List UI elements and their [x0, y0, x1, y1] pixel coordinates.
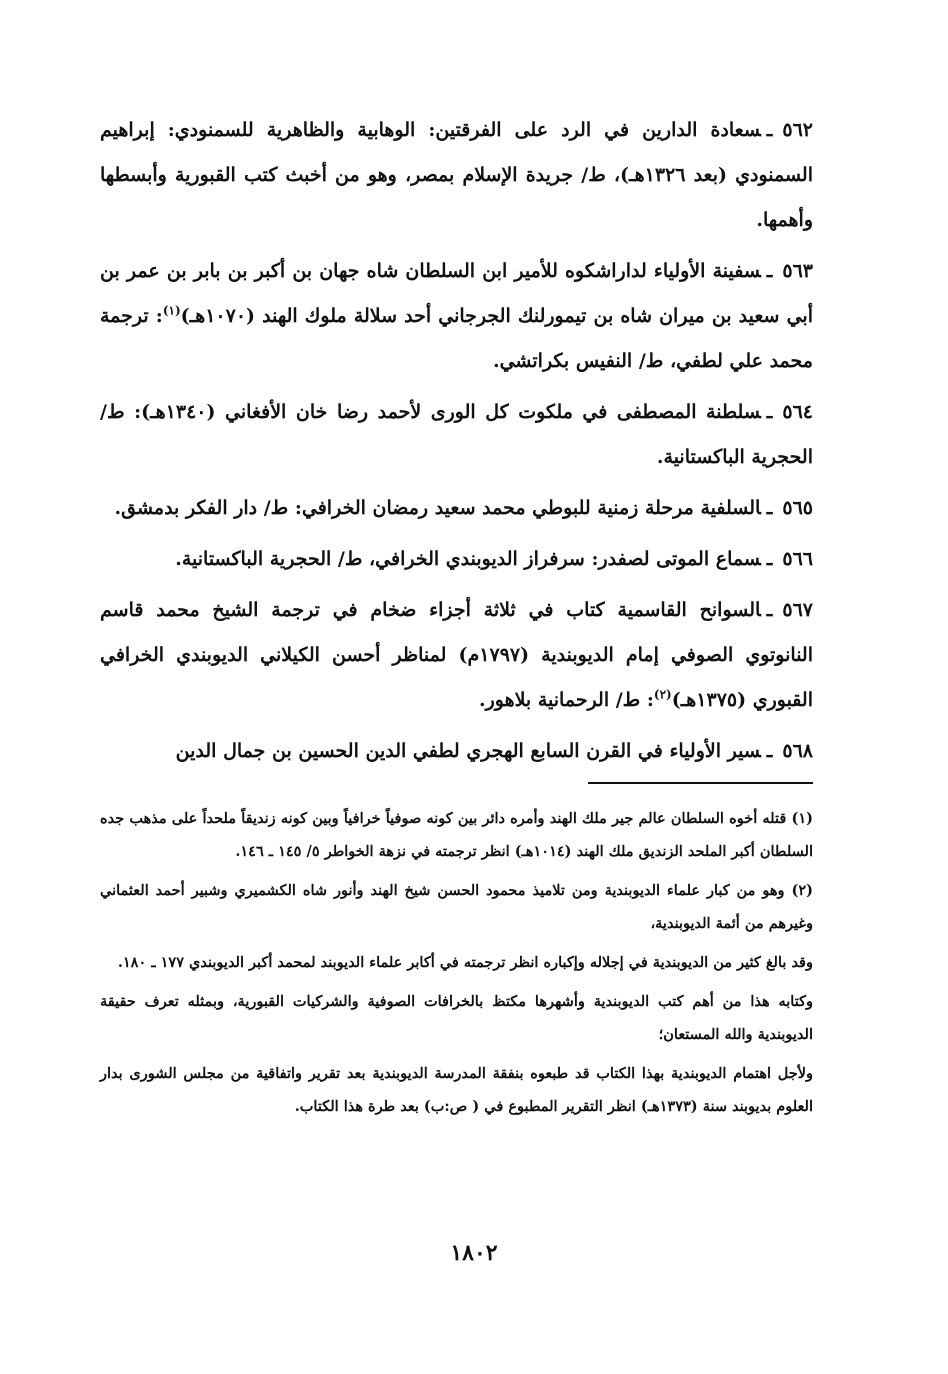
- footnote-2: (٢) وهو من كبار علماء الديوبندية ومن تلاميذ محمود الحسن شيخ الهند وأنور شاه الكشميري وشبير أحمد العثماني وغيرهم من أئمة الديوبندية،: [100, 882, 813, 932]
- entry-564: ٥٦٤ـسلطنة المصطفى في ملكوت كل الورى لأحمد رضا خان الأفغاني (١٣٤٠هـ): ط/ الحجرية الباكستانية.: [100, 401, 813, 468]
- entry-565: ٥٦٥ـالسلفية مرحلة زمنية للبوطي محمد سعيد رمضان الخرافي: ط/ دار الفكر بدمشق.: [114, 497, 813, 519]
- entry-number: ٥٦٦: [782, 548, 813, 570]
- entry-number: ٥٦٧: [782, 599, 813, 621]
- entry-text: السوانح القاسمية كتاب في ثلاثة أجزاء ضخام في ترجمة الشيخ محمد قاسم النانوتوي الصوفي إمام الديوبندية (١٧٩٧م) لمناظر أحسن الكيلاني الديوبندي الخرافي القبوري (١٣٧٥هـ): [100, 599, 813, 711]
- entry-563: ٥٦٣ـسفينة الأولياء لداراشكوه للأمير ابن السلطان شاه جهان بن أكبر بن بابر بن عمر بن أبي سعيد بن ميران شاه بن تيمورلنك الجرجاني أحد سلالة ملوك الهند (١٠٧٠هـ)$^{(١)}$: ترجمة محمد علي لطفي، ط/ النفيس بكراتشي.: [100, 260, 813, 372]
- entry-text: السلفية مرحلة زمنية للبوطي محمد سعيد رمضان الخرافي: ط/ دار الفكر بدمشق.: [114, 497, 761, 519]
- footnote-ref: (٢): [653, 687, 672, 702]
- footnote-2-continued: وقد بالغ كثير من الديوبندية في إجلاله وإكباره انظر ترجمته في أكابر علماء الديوبند لمحمد أكبر الديوبندي ١٧٧ ـ ١٨٠.: [117, 954, 813, 971]
- footnotes: [100, 802, 813, 1123]
- entry-562: ٥٦٢ـسعادة الدارين في الرد على الفرقتين: الوهابية والظاهرية للسمنودي: إبراهيم السمنودي (بعد ١٣٢٦هـ)، ط/ جريدة الإسلام بمصر، وهو من أخبث كتب القبورية وأبسطها وأهمها.: [100, 119, 814, 231]
- entry-text: سير الأولياء في القرن السابع الهجري لطفي الدين الحسين بن جمال الدين: [175, 740, 761, 762]
- entry-number: ٥٦٨: [782, 740, 813, 762]
- entry-number: ٥٦٣: [782, 260, 813, 282]
- entry-568: ٥٦٨ـسير الأولياء في القرن السابع الهجري لطفي الدين الحسين بن جمال الدين: [175, 740, 813, 762]
- document-page: [100, 108, 813, 1334]
- entry-566: ٥٦٦ـسماع الموتى لصفدر: سرفراز الديوبندي الخرافي، ط/ الحجرية الباكستانية.: [175, 548, 813, 570]
- entry-567: ٥٦٧ـالسوانح القاسمية كتاب في ثلاثة أجزاء ضخام في ترجمة الشيخ محمد قاسم النانوتوي الصوفي إمام الديوبندية (١٧٩٧م) لمناظر أحسن الكيلاني الديوبندي الخرافي القبوري (١٣٧٥هـ)$^{(٢)}$: ط/ الرحمانية بلاهور.: [100, 599, 813, 711]
- footnote-ref: (١): [162, 303, 181, 318]
- footnote-1: (١) قتله أخوه السلطان عالم جير ملك الهند وأمره دائر بين كونه صوفياً خرافياً وبين كونه زنديقاً ملحداً على مذهب جده السلطان أكبر الملحد الزنديق ملك الهند (١٠١٤هـ) انظر ترجمته في نزهة الخواطر ٥/ ١٤٥ ـ ١٤٦.: [100, 810, 813, 860]
- page-number: ١٨٠٢: [450, 1240, 498, 1266]
- footnote-2-continued: ولأجل اهتمام الديوبندية بهذا الكتاب قد طبعوه بنفقة المدرسة الديوبندية بعد تقرير واتفاقية من مجلس الشورى بدار العلوم بديوبند سنة (١٣٧٣هـ) انظر التقرير المطبوع في ( ص:ب) بعد طرة هذا الكتاب.: [100, 1065, 813, 1115]
- entry-number: ٥٦٥: [782, 497, 813, 519]
- entry-number: ٥٦٤: [782, 401, 813, 423]
- footnote-2-continued: وكتابه هذا من أهم كتب الديوبندية وأشهرها مكتظ بالخرافات الصوفية والشركيات القبورية، وبمثله تعرف حقيقة الديوبندية والله المستعان؛: [100, 993, 813, 1043]
- entry-number: ٥٦٢: [782, 119, 813, 141]
- entry-text: سعادة الدارين في الرد على الفرقتين: الوهابية والظاهرية للسمنودي: إبراهيم السمنودي (بعد ١٣٢٦هـ)، ط/ جريدة الإسلام بمصر، وهو من أخبث كتب القبورية وأبسطها وأهمها.: [100, 119, 814, 231]
- entry-text: سماع الموتى لصفدر: سرفراز الديوبندي الخرافي، ط/ الحجرية الباكستانية.: [175, 548, 761, 570]
- entries-list: [100, 108, 813, 774]
- entry-text: سفينة الأولياء لداراشكوه للأمير ابن السلطان شاه جهان بن أكبر بن بابر بن عمر بن أبي سعيد بن ميران شاه بن تيمورلنك الجرجاني أحد سلالة ملوك الهند (١٠٧٠هـ): [100, 260, 813, 327]
- entry-text: سلطنة المصطفى في ملكوت كل الورى لأحمد رضا خان الأفغاني (١٣٤٠هـ): ط/ الحجرية الباكستانية.: [100, 401, 813, 468]
- entry-text-continued: : ترجمة محمد علي لطفي، ط/ النفيس بكراتشي.: [100, 305, 813, 372]
- footnote-separator: [588, 782, 813, 784]
- entry-text-continued: : ط/ الرحمانية بلاهور.: [478, 689, 654, 711]
